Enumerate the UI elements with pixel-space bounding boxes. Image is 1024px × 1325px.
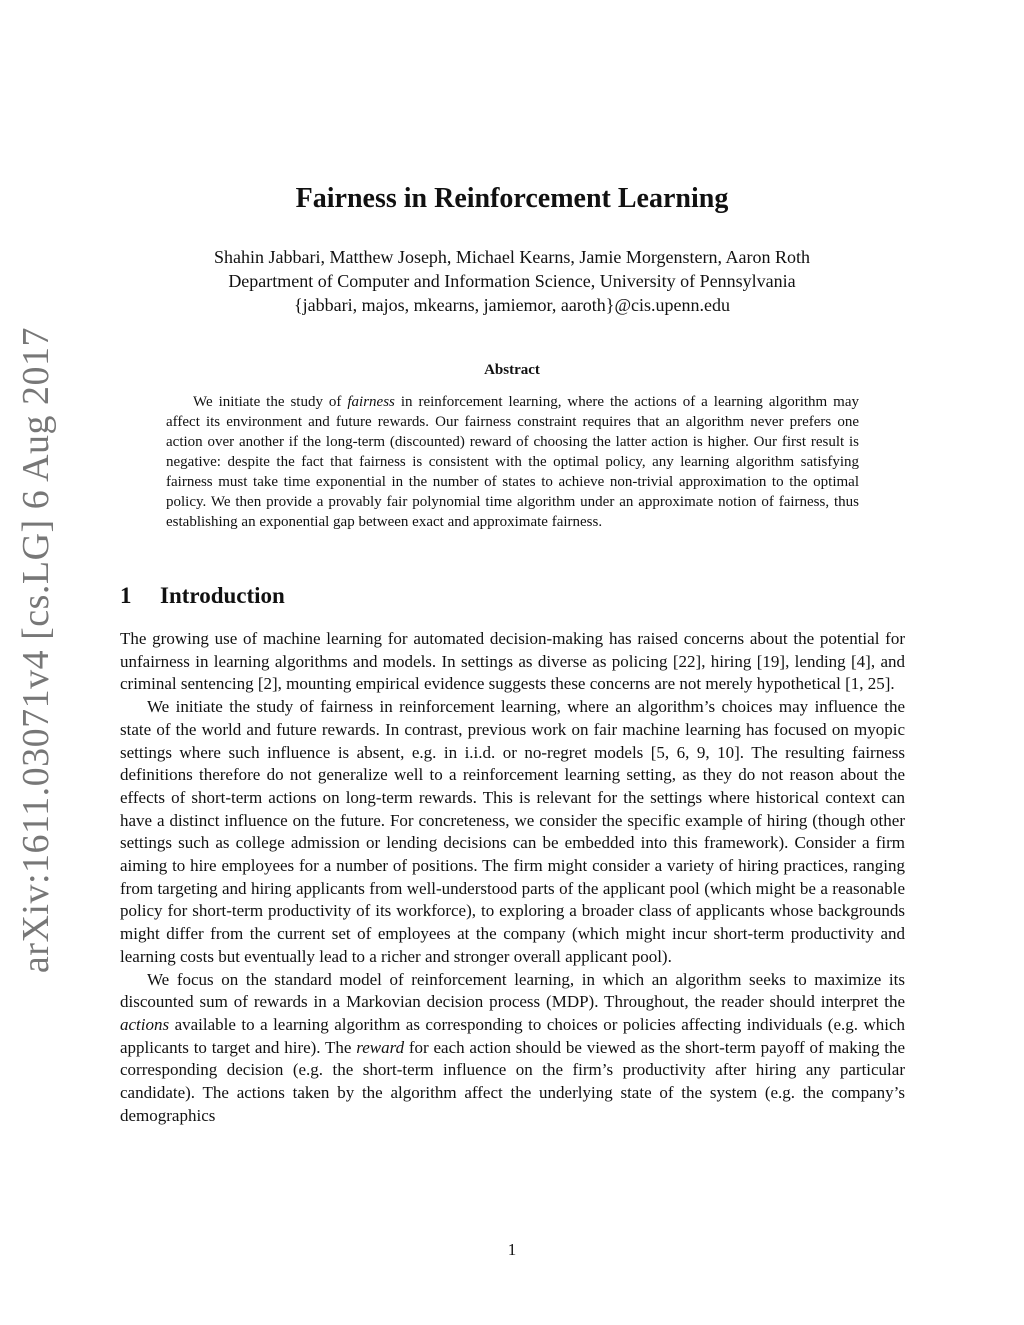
author-names: Shahin Jabbari, Matthew Joseph, Michael Kearns, Jamie Morgenstern, Aaron Roth [213, 247, 811, 267]
paragraph [120, 969, 905, 1128]
paragraph-text-part: We focus on the standard model of reinforcement learning, in which an algorithm seeks to maximize its discounted sum of rewards in a Markovian decision process (MDP). Throughout, the reader should interpret the [120, 969, 905, 1012]
abstract-text [166, 392, 859, 532]
paper-title: Fairness in Reinforcement Learning [295, 183, 729, 214]
arxiv-watermark-text: arXiv:1611.03071v4 [cs.LG] 6 Aug 2017 [15, 326, 58, 974]
abstract-heading: Abstract [484, 362, 540, 378]
paragraph-text-part: available to a learning algorithm as corresponding to choices or policies affecting individuals (e.g. which applicants to target and hire). The [120, 1014, 905, 1057]
arxiv-watermark [0, 326, 72, 974]
term-reward: reward [356, 1037, 405, 1057]
section-heading [120, 583, 285, 609]
abstract-text-part: We initiate the study of [193, 394, 348, 410]
page-number: 1 [507, 1240, 517, 1259]
paragraph: The growing use of machine learning for automated decision-making has raised concerns about the potential for unfairness in learning algorithms and models. In settings as diverse as policing [22], hiring [19], lending [4], and criminal sentencing [2], mounting empirical evidence suggests these concerns are not merely hypothetical [1, 25]. [120, 629, 905, 694]
paragraph: We initiate the study of fairness in reinforcement learning, where an algorithm’s choices may influence the state of the world and future rewards. In contrast, previous work on fair machine learning has focused on myopic settings where such influence is absent, e.g. in i.i.d. or no-regret models [5, 6, 9, 10]. The resulting fairness definitions therefore do not generalize well to a reinforcement learning setting, as they do not reason about the effects of short-term actions on long-term rewards. This is relevant for the settings where historical context can have a distinct influence on the future. For concreteness, we consider the specific example of hiring (though other settings such as college admission or lending decisions can be embedded into this framework). Consider a firm aiming to hire employees for a number of positions. The firm might consider a variety of hiring practices, ranging from targeting and hiring applicants from well-understood parts of the applicant pool (which might be a reasonable policy for short-term productivity of its workforce), to exploring a broader class of applicants whose backgrounds might differ from the current set of employees at the company (which might incur short-term productivity and learning costs but eventually lead to a richer and stronger overall applicant pool). [120, 697, 905, 966]
author-emails: {jabbari, majos, mkearns, jamiemor, aaroth}@cis.upenn.edu [293, 295, 730, 315]
term-actions: actions [120, 1014, 170, 1034]
author-affiliation: Department of Computer and Information Science, University of Pennsylvania [228, 271, 796, 291]
author-block [0, 245, 1024, 317]
abstract-text-part: in reinforcement learning, where the actions of a learning algorithm may affect its environment and future rewards. Our fairness constraint requires that an algorithm never prefers one action over another if the long-term (discounted) reward of choosing the latter action is higher. Our first result is negative: despite the fact that fairness is consistent with the optimal policy, any learning algorithm satisfying fairness must take time exponential in the number of states to achieve non-trivial approximation to the optimal policy. We then provide a provably fair polynomial time algorithm under an approximate notion of fairness, thus establishing an exponential gap between exact and approximate fairness. [166, 394, 859, 530]
abstract-emphasis: fairness [347, 394, 395, 410]
introduction-body [120, 628, 905, 1127]
section-number: 1 [120, 583, 132, 608]
paragraph-text-part: for each action should be viewed as the short-term payoff of making the corresponding decision (e.g. the short-term influence on the firm’s productivity after hiring any particular candidate). The actions taken by the algorithm affect the underlying state of the system (e.g. the company’s demographics [120, 1037, 905, 1125]
section-title: Introduction [160, 583, 285, 608]
